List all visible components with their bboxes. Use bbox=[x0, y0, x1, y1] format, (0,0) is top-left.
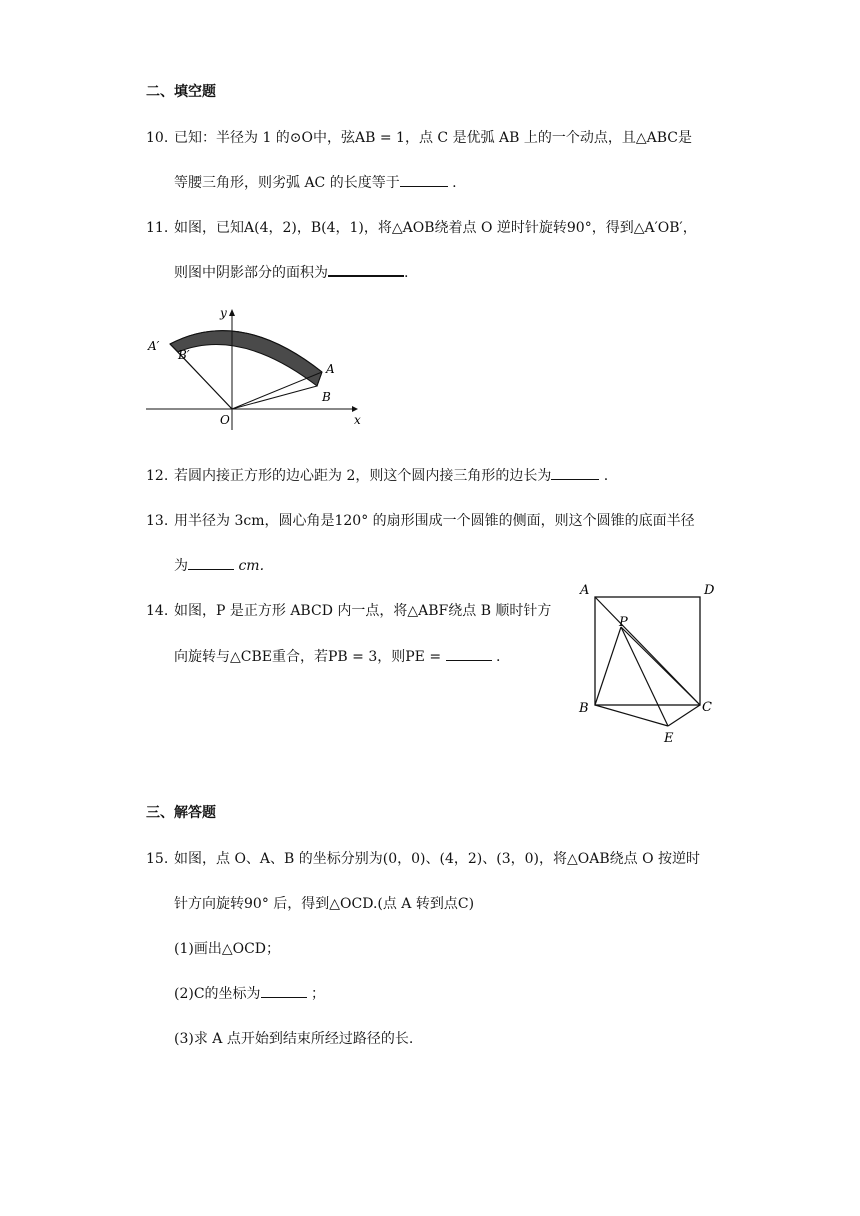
figure-q11-rotation bbox=[140, 302, 370, 434]
label-c: C bbox=[702, 700, 712, 715]
answer-blank-11[interactable] bbox=[328, 263, 404, 277]
question-12-number: 12. bbox=[146, 468, 169, 484]
figure-q14-square bbox=[576, 580, 720, 750]
question-14-number: 14. bbox=[146, 603, 169, 619]
label-b-prime: B′ bbox=[178, 348, 190, 362]
label-a: A bbox=[326, 362, 335, 376]
question-12-line bbox=[146, 465, 608, 485]
question-15-part-3: (3)求 A 点开始到结束所经过路径的长. bbox=[174, 1031, 414, 1047]
question-14-line-2 bbox=[174, 646, 500, 666]
question-13-text-line-2: 为 bbox=[174, 558, 188, 574]
question-11-number: 11. bbox=[146, 220, 169, 236]
question-11-line-1 bbox=[146, 217, 697, 237]
question-13-unit: cm. bbox=[234, 558, 265, 574]
question-15-number: 15. bbox=[146, 851, 169, 867]
question-14-text-line-1: 如图，P 是正方形 ABCD 内一点，将△ABF绕点 B 顺时针方 bbox=[174, 603, 552, 619]
question-15-part-2-text: (2)C的坐标为 bbox=[174, 986, 261, 1002]
question-12-text-tail: . bbox=[599, 468, 609, 484]
question-14-line-1 bbox=[146, 600, 551, 620]
answer-blank-10[interactable] bbox=[400, 174, 448, 187]
answer-blank-12[interactable] bbox=[551, 467, 599, 480]
question-10-text-line-1: 已知：半径为 1 的⊙O中，弦AB = 1，点 C 是优弧 AB 上的一个动点，且△ABC是 bbox=[174, 130, 692, 146]
question-13-line-2 bbox=[174, 555, 264, 575]
question-15-part-2-tail: ； bbox=[306, 986, 325, 1002]
label-x: x bbox=[354, 413, 361, 427]
label-b: B bbox=[579, 701, 589, 716]
shaded-region bbox=[170, 331, 322, 386]
question-13-text-line-1: 用半径为 3cm，圆心角是120° 的扇形围成一个圆锥的侧面，则这个圆锥的底面半径 bbox=[174, 513, 695, 529]
section-heading-solve: 三、解答题 bbox=[146, 805, 216, 821]
label-a: A bbox=[580, 583, 590, 598]
question-13-number: 13. bbox=[146, 513, 169, 529]
question-14-text-tail: . bbox=[491, 649, 501, 665]
question-14-text-line-2: 向旋转与△CBE重合，若PB = 3，则PE = bbox=[174, 649, 446, 665]
section-heading-fill-blank: 二、填空题 bbox=[146, 84, 216, 100]
question-10-line-1 bbox=[146, 127, 692, 147]
label-y: y bbox=[220, 306, 227, 320]
label-b: B bbox=[322, 390, 331, 404]
question-10-text-line-2: 等腰三角形，则劣弧 AC 的长度等于 bbox=[174, 175, 400, 191]
answer-blank-14[interactable] bbox=[446, 648, 492, 661]
answer-blank-13[interactable] bbox=[188, 557, 234, 570]
question-11-text-tail: . bbox=[404, 265, 409, 281]
question-13-line-1 bbox=[146, 510, 695, 530]
question-10-number: 10. bbox=[146, 130, 169, 146]
question-10-line-2 bbox=[174, 172, 457, 192]
label-e: E bbox=[664, 731, 674, 746]
question-15-text-line-1: 如图，点 O、A、B 的坐标分别为(0，0)、(4，2)、(3，0)，将△OAB绕点 O 按逆时 bbox=[174, 851, 701, 867]
question-11-line-2 bbox=[174, 262, 408, 282]
answer-blank-15-2[interactable] bbox=[261, 985, 307, 998]
label-p: P bbox=[619, 615, 628, 630]
question-15-line-1 bbox=[146, 848, 700, 868]
question-10-text-tail: . bbox=[447, 175, 457, 191]
label-a-prime: A′ bbox=[148, 339, 160, 353]
label-d: D bbox=[704, 583, 715, 598]
question-15-part-1: (1)画出△OCD； bbox=[174, 941, 281, 957]
question-11-text-line-1: 如图，已知A(4，2)，B(4，1)，将△AOB绕着点 O 逆时针旋转90°，得到△A′OB′， bbox=[174, 220, 697, 236]
question-15-part-2 bbox=[174, 983, 325, 1003]
question-15-line-2: 针方向旋转90° 后，得到△OCD.(点 A 转到点C) bbox=[174, 896, 475, 912]
question-12-text: 若圆内接正方形的边心距为 2，则这个圆内接三角形的边长为 bbox=[174, 468, 552, 484]
question-11-text-line-2: 则图中阴影部分的面积为 bbox=[174, 265, 328, 281]
label-o: O bbox=[220, 413, 230, 427]
